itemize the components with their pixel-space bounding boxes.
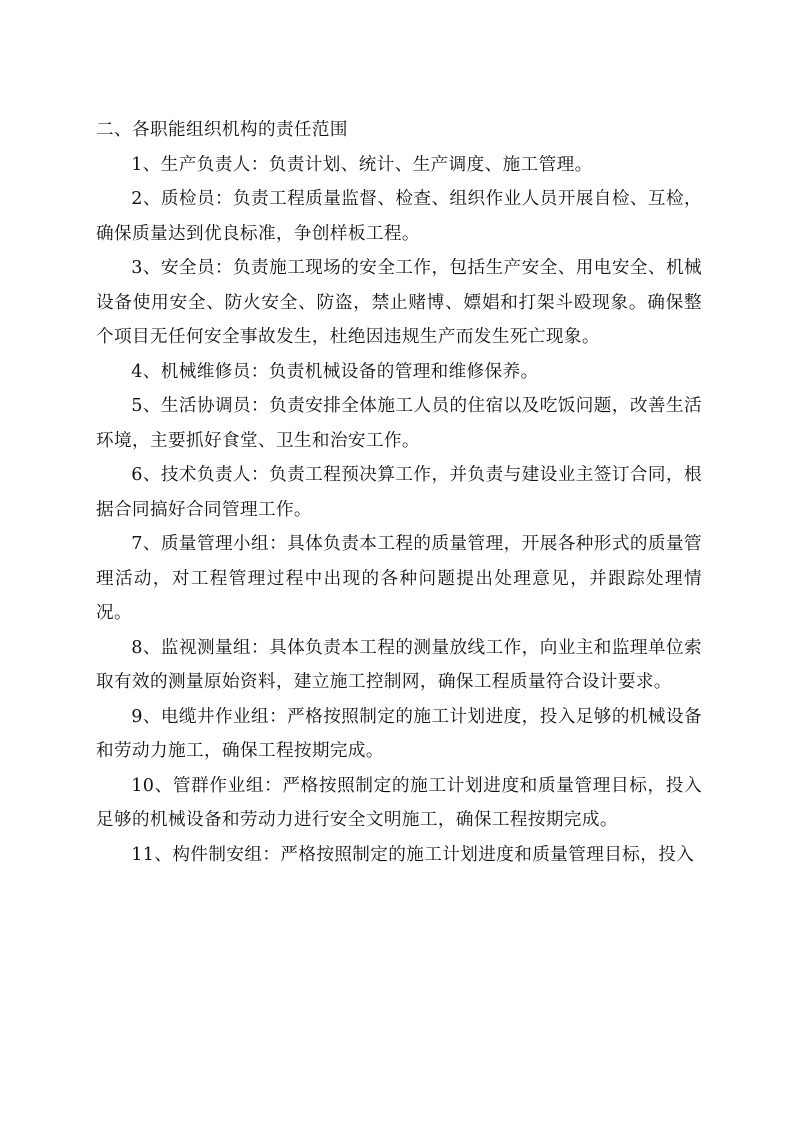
- paragraph-component-group: 11、构件制安组：严格按照制定的施工计划进度和质量管理目标，投入: [131, 844, 695, 865]
- document-body: [96, 113, 702, 872]
- paragraph-living-coordinator: 5、生活协调员：负责安排全体施工人员的住宿以及吃饭问题，改善生活环境，主要抓好食堂、卫生和治安工作。: [96, 396, 702, 451]
- paragraph-safety-officer: 3、安全员：负责施工现场的安全工作，包括生产安全、用电安全、机械设备使用安全、防火安全、防盗，禁止赌博、嫖娼和打架斗殴现象。确保整个项目无任何安全事故发生，杜绝因违规生产而发生死亡现象。: [96, 258, 702, 347]
- paragraph-cable-well-group: 9、电缆井作业组：严格按照制定的施工计划进度，投入足够的机械设备和劳动力施工，确保工程按期完成。: [96, 706, 702, 761]
- paragraph-quality-inspector: 2、质检员：负责工程质量监督、检查、组织作业人员开展自检、互检，确保质量达到优良标准，争创样板工程。: [96, 189, 702, 244]
- paragraph-quality-group: 7、质量管理小组：具体负责本工程的质量管理，开展各种形式的质量管理活动，对工程管理过程中出现的各种问题提出处理意见，并跟踪处理情况。: [96, 534, 702, 623]
- paragraph-pipe-group: 10、管群作业组：严格按照制定的施工计划进度和质量管理目标，投入足够的机械设备和劳动力进行安全文明施工，确保工程按期完成。: [96, 775, 702, 830]
- paragraph-production-manager: 1、生产负责人：负责计划、统计、生产调度、施工管理。: [131, 154, 593, 175]
- paragraph-technical-lead: 6、技术负责人：负责工程预决算工作，并负责与建设业主签订合同，根据合同搞好合同管理工作。: [96, 465, 702, 520]
- paragraph-survey-group: 8、监视测量组：具体负责本工程的测量放线工作，向业主和监理单位索取有效的测量原始资料，建立施工控制网，确保工程质量符合设计要求。: [96, 637, 702, 692]
- paragraph-machinery-repair: 4、机械维修员：负责机械设备的管理和维修保养。: [131, 361, 539, 382]
- section-heading: 二、各职能组织机构的责任范围: [96, 120, 348, 140]
